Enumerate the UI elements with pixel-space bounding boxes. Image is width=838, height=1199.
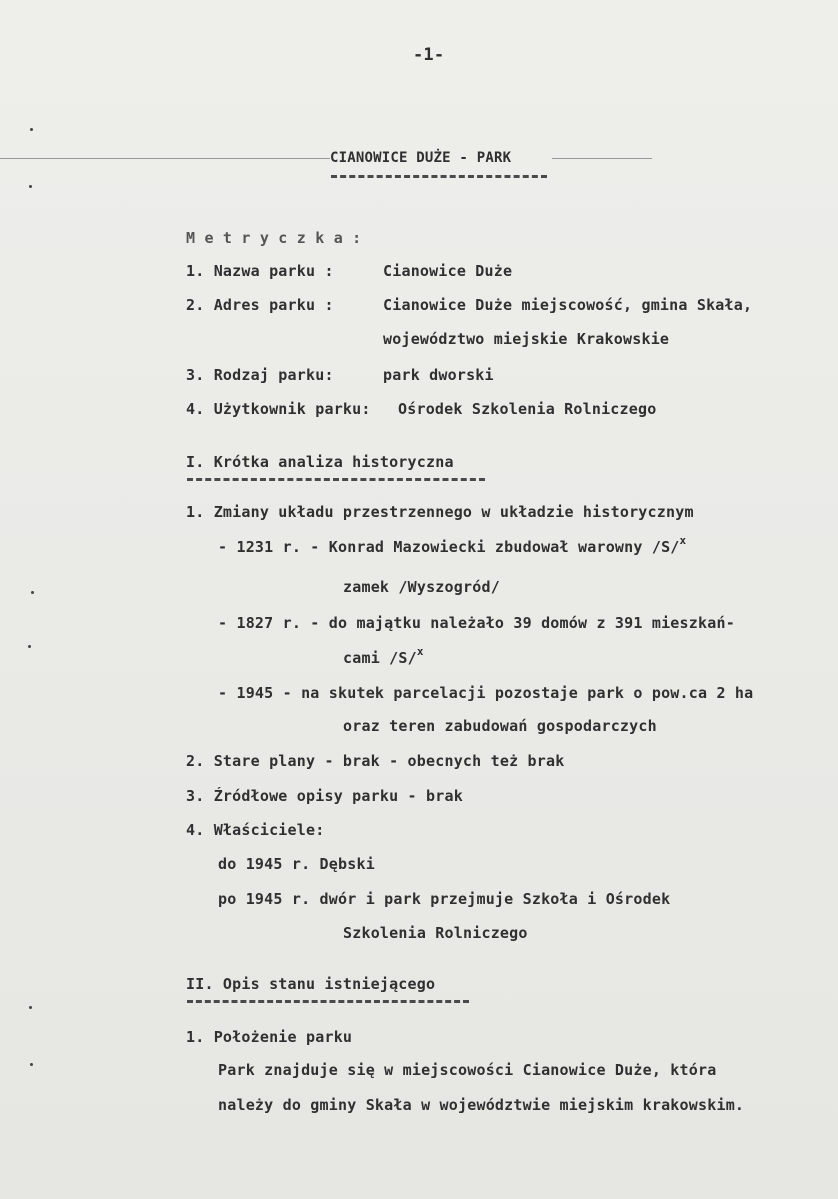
section1-item4: 4. Właściciele:: [186, 821, 325, 839]
history-entry-1-text: - 1231 r. - Konrad Mazowiecki zbudował warowny /S/: [218, 538, 680, 556]
history-entry-1: [218, 534, 687, 556]
footnote-mark: x: [679, 534, 687, 547]
metryczka-label-2: 2. Adres parku :: [186, 296, 334, 314]
footnote-mark: x: [416, 645, 424, 658]
section2-heading: II. Opis stanu istniejącego: [186, 975, 436, 993]
metryczka-label-3: 3. Rodzaj parku:: [186, 366, 334, 384]
section1-heading: I. Krótka analiza historyczna: [186, 453, 454, 471]
history-entry-2: - 1827 r. - do majątku należało 39 domów z 391 mieszkań-: [218, 614, 735, 632]
history-entry-1-cont: zamek /Wyszogród/: [343, 578, 500, 596]
owner-2: po 1945 r. dwór i park przejmuje Szkoła i Ośrodek: [218, 890, 671, 908]
metryczka-value-2: Cianowice Duże miejscowość, gmina Skała,: [383, 296, 753, 314]
metryczka-label-4: 4. Użytkownik parku:: [186, 400, 371, 418]
owner-1: do 1945 r. Dębski: [218, 855, 375, 873]
section2-item1: 1. Położenie parku: [186, 1028, 353, 1046]
margin-mark: [28, 645, 31, 648]
section1-item2: 2. Stare plany - brak - obecnych też brak: [186, 752, 565, 770]
section2-text-line1: Park znajduje się w miejscowości Cianowice Duże, która: [218, 1061, 717, 1079]
metryczka-heading: M e t r y c z k a :: [186, 229, 362, 247]
section1-item3: 3. Źródłowe opisy parku - brak: [186, 787, 463, 805]
margin-mark: [31, 591, 34, 594]
section1-item1: 1. Zmiany układu przestrzennego w układzie historycznym: [186, 503, 694, 521]
metryczka-value-4: Ośrodek Szkolenia Rolniczego: [398, 400, 657, 418]
document-title: CIANOWICE DUŻE - PARK: [330, 150, 512, 166]
section1-underline: [187, 478, 485, 481]
metryczka-value-3: park dworski: [383, 366, 494, 384]
history-entry-3-cont: oraz teren zabudowań gospodarczych: [343, 717, 657, 735]
margin-mark: [30, 1063, 33, 1066]
history-entry-2-cont: [343, 645, 424, 667]
metryczka-value-1: Cianowice Duże: [383, 262, 513, 280]
right-rule: [552, 158, 652, 159]
history-entry-3: - 1945 - na skutek parcelacji pozostaje park o pow.ca 2 ha: [218, 684, 754, 702]
history-entry-2-cont-text: cami /S/: [343, 649, 417, 667]
metryczka-label-1: 1. Nazwa parku :: [186, 262, 334, 280]
margin-mark: [29, 1006, 32, 1009]
title-underline: [331, 175, 547, 178]
owner-2-cont: Szkolenia Rolniczego: [343, 924, 528, 942]
margin-mark: [29, 185, 32, 188]
section2-text-line2: należy do gminy Skała w województwie miejskim krakowskim.: [218, 1096, 745, 1114]
metryczka-value-2-cont: województwo miejskie Krakowskie: [383, 330, 670, 348]
left-rule: [0, 158, 330, 159]
page-number: -1-: [413, 45, 445, 65]
section2-underline: [187, 1000, 469, 1003]
margin-mark: [30, 128, 33, 131]
